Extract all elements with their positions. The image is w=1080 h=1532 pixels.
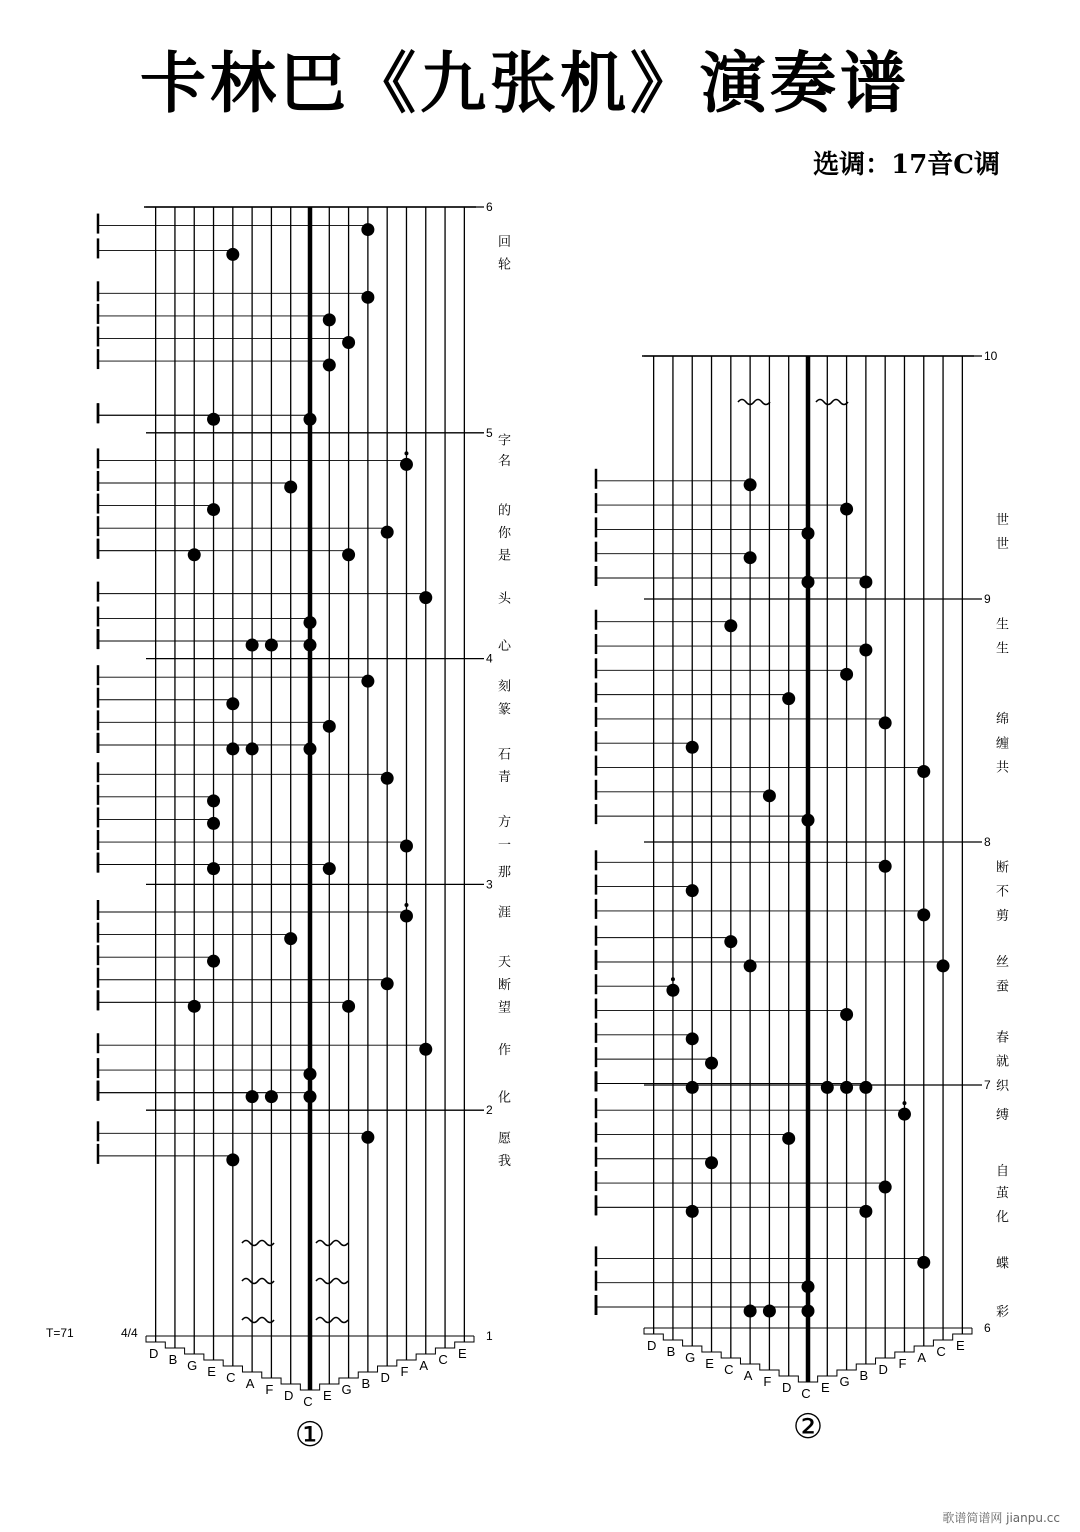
lyric-char: 一 <box>498 837 512 853</box>
note-dot <box>361 1131 374 1144</box>
tine-label: D <box>646 1338 657 1353</box>
measure-number: 1 <box>486 1329 493 1343</box>
lyric-char: 方 <box>498 815 512 831</box>
note-dot <box>381 977 394 990</box>
lyric-char: 共 <box>996 760 1010 776</box>
note-dot <box>400 910 413 923</box>
tine-label: D <box>284 1388 294 1403</box>
tine-label: G <box>341 1382 352 1397</box>
tine-label: C <box>936 1344 946 1359</box>
note-dot <box>304 639 317 652</box>
tine-label: C <box>438 1352 448 1367</box>
key-label: 选调：17音C调 <box>813 150 1000 180</box>
lyric-char: 就 <box>996 1054 1010 1070</box>
lyric-char: 织 <box>996 1079 1010 1094</box>
tine-label: A <box>419 1358 429 1373</box>
lyric-char: 青 <box>498 770 512 786</box>
note-dot <box>304 1090 317 1103</box>
note-dot <box>323 313 336 326</box>
lyric-char: 涯 <box>498 905 512 921</box>
tremolo-mark <box>242 1279 274 1284</box>
tine-label: C <box>303 1394 313 1409</box>
lyric-char: 缚 <box>996 1108 1010 1124</box>
note-dot <box>419 591 432 604</box>
note-dot <box>361 291 374 304</box>
lyric-char: 不 <box>996 884 1010 900</box>
note-dot <box>342 548 355 561</box>
note-dot <box>802 814 815 827</box>
lyric-char: 剪 <box>996 908 1010 924</box>
note-dot <box>284 480 297 493</box>
note-dot <box>859 1205 872 1218</box>
note-dot <box>686 884 699 897</box>
measure-number: 9 <box>984 592 991 606</box>
tine-label: B <box>168 1352 178 1367</box>
tremolo-mark <box>316 1241 348 1246</box>
note-dot <box>744 959 757 972</box>
measure-number: 7 <box>984 1078 991 1092</box>
tine-label: F <box>400 1364 409 1379</box>
lyric-char: 头 <box>498 591 512 607</box>
measure-number: 4 <box>486 651 493 666</box>
note-dot <box>246 639 259 652</box>
lyric-char: 的 <box>498 503 512 519</box>
lyric-char: 断 <box>996 860 1010 876</box>
note-dot <box>724 935 737 948</box>
lyric-char: 丝 <box>996 955 1010 971</box>
note-dot <box>859 644 872 657</box>
note-dot <box>265 639 278 652</box>
note-dot <box>400 840 413 853</box>
lyric-char: 名 <box>498 453 512 469</box>
note-dot <box>686 1205 699 1218</box>
note-dot <box>304 742 317 755</box>
note-dot <box>840 503 853 516</box>
lyric-char: 刻 <box>498 679 512 695</box>
lyric-char: 愿 <box>498 1131 512 1147</box>
note-dot <box>207 794 220 807</box>
note-dot <box>207 862 220 875</box>
note-dot <box>744 1304 757 1317</box>
note-dot <box>879 860 892 873</box>
note-dot <box>802 1304 815 1317</box>
lyric-char: 字 <box>498 433 512 449</box>
note-dot <box>917 908 930 921</box>
lyric-char: 化 <box>498 1090 512 1106</box>
note-dot <box>917 1256 930 1269</box>
page-title: 卡林巴《九张机》演奏谱 <box>140 45 910 122</box>
watermark: 歌谱简谱网 jianpu.cc <box>942 1511 1060 1525</box>
measure-number: 6 <box>984 1321 991 1335</box>
note-dot <box>207 413 220 426</box>
note-dot <box>782 1132 795 1145</box>
note-dot <box>226 1153 239 1166</box>
tine-label: D <box>782 1380 792 1395</box>
lyric-char: 彩 <box>996 1304 1010 1320</box>
note-dot <box>686 741 699 754</box>
lyric-char: 世 <box>996 512 1010 528</box>
tine-label: F <box>898 1356 907 1371</box>
note-dot <box>342 336 355 349</box>
tine-label: G <box>839 1374 850 1389</box>
tempo-label: T=71 <box>46 1326 74 1340</box>
note-dot <box>666 984 679 997</box>
tine-label: F <box>763 1374 772 1389</box>
note-dot <box>859 575 872 588</box>
lyric-char: 断 <box>498 977 512 993</box>
note-dot <box>323 720 336 733</box>
tine-label: G <box>187 1358 198 1373</box>
note-dot <box>188 548 201 561</box>
tine-label: D <box>380 1370 390 1385</box>
note-dot <box>724 619 737 632</box>
lyric-char: 生 <box>996 641 1010 657</box>
tremolo-mark <box>316 1279 348 1284</box>
note-dot <box>226 697 239 710</box>
note-dot <box>304 1068 317 1081</box>
octave-dot <box>902 1101 906 1105</box>
tine-label: F <box>265 1382 274 1397</box>
note-dot <box>744 551 757 564</box>
lyric-char: 石 <box>498 747 512 763</box>
note-dot <box>419 1043 432 1056</box>
note-dot <box>763 789 776 802</box>
octave-dot <box>404 451 408 455</box>
note-dot <box>246 1090 259 1103</box>
note-dot <box>381 772 394 785</box>
tine-label: A <box>245 1376 255 1391</box>
note-dot <box>802 1280 815 1293</box>
tine-label: B <box>666 1344 676 1359</box>
lyric-char: 心 <box>498 639 512 655</box>
note-dot <box>284 932 297 945</box>
lyric-char: 我 <box>498 1153 512 1169</box>
tine-label: A <box>917 1350 927 1365</box>
note-dot <box>265 1090 278 1103</box>
note-dot <box>686 1032 699 1045</box>
note-dot <box>821 1081 834 1094</box>
note-dot <box>246 742 259 755</box>
tine-label: C <box>801 1386 811 1401</box>
lyric-char: 天 <box>498 955 512 971</box>
note-dot <box>917 765 930 778</box>
note-dot <box>188 1000 201 1013</box>
note-dot <box>226 742 239 755</box>
tremolo-mark <box>242 1241 274 1246</box>
lyric-char: 生 <box>996 617 1010 633</box>
lyric-char: 化 <box>996 1210 1010 1226</box>
tine-label: E <box>956 1338 965 1353</box>
lyric-char: 是 <box>498 548 512 564</box>
measure-number: 8 <box>984 835 991 849</box>
note-dot <box>361 675 374 688</box>
note-dot <box>782 692 795 705</box>
lyric-char: 缠 <box>996 736 1010 752</box>
tine-label: B <box>859 1368 869 1383</box>
lyric-char: 绵 <box>996 712 1010 728</box>
lyric-char: 蝶 <box>996 1256 1010 1272</box>
note-dot <box>304 616 317 629</box>
note-dot <box>879 716 892 729</box>
lyric-char: 篆 <box>498 702 512 718</box>
tremolo-mark <box>242 1318 274 1323</box>
tine-label: A <box>743 1368 753 1383</box>
tine-label: E <box>207 1364 216 1379</box>
note-dot <box>898 1108 911 1121</box>
note-dot <box>859 1081 872 1094</box>
lyric-char: 作 <box>498 1043 512 1059</box>
tine-label: B <box>361 1376 371 1391</box>
note-dot <box>802 575 815 588</box>
note-dot <box>705 1156 718 1169</box>
lyric-char: 回 <box>498 234 512 250</box>
lyric-char: 春 <box>996 1030 1010 1046</box>
octave-dot <box>671 977 675 981</box>
tine-label: C <box>724 1362 734 1377</box>
lyric-char: 望 <box>498 1000 512 1016</box>
note-dot <box>207 955 220 968</box>
note-dot <box>802 527 815 540</box>
measure-number: 2 <box>486 1103 493 1118</box>
tine-label: G <box>685 1350 696 1365</box>
note-dot <box>686 1081 699 1094</box>
time-signature: 4/4 <box>121 1326 138 1340</box>
note-dot <box>705 1057 718 1070</box>
note-dot <box>840 1008 853 1021</box>
note-dot <box>840 1081 853 1094</box>
tremolo-mark <box>816 400 848 405</box>
note-dot <box>879 1181 892 1194</box>
tine-label: C <box>226 1370 236 1385</box>
lyric-char: 轮 <box>498 257 512 273</box>
measure-number: 6 <box>486 200 493 214</box>
note-dot <box>342 1000 355 1013</box>
note-dot <box>323 862 336 875</box>
note-dot <box>937 959 950 972</box>
tine-label: D <box>878 1362 888 1377</box>
tine-label: E <box>458 1346 467 1361</box>
tine-label: D <box>148 1346 159 1361</box>
note-dot <box>744 478 757 491</box>
lyric-char: 茧 <box>996 1185 1010 1201</box>
note-dot <box>361 223 374 236</box>
note-dot <box>763 1304 776 1317</box>
tab-panel-2 <box>596 349 1010 1447</box>
note-dot <box>840 668 853 681</box>
note-dot <box>226 248 239 261</box>
measure-number: 10 <box>984 349 998 363</box>
tine-label: E <box>322 1388 332 1403</box>
tine-label: E <box>705 1356 714 1371</box>
lyric-char: 蚕 <box>996 979 1010 995</box>
note-dot <box>381 526 394 539</box>
panel-number: ② <box>792 1407 824 1447</box>
lyric-char: 你 <box>498 526 512 542</box>
octave-dot <box>404 903 408 907</box>
lyric-char: 自 <box>996 1164 1010 1180</box>
tine-label: E <box>820 1380 830 1395</box>
note-dot <box>400 458 413 471</box>
measure-number: 5 <box>486 425 493 440</box>
note-dot <box>207 503 220 516</box>
tremolo-mark <box>738 400 770 405</box>
measure-number: 3 <box>486 877 493 892</box>
panel-number: ① <box>294 1415 326 1455</box>
lyric-char: 世 <box>996 537 1010 553</box>
note-dot <box>207 817 220 830</box>
note-dot <box>323 359 336 372</box>
lyric-char: 那 <box>498 864 512 880</box>
tab-panel-1 <box>98 200 512 1455</box>
tremolo-mark <box>316 1318 348 1323</box>
note-dot <box>304 413 317 426</box>
